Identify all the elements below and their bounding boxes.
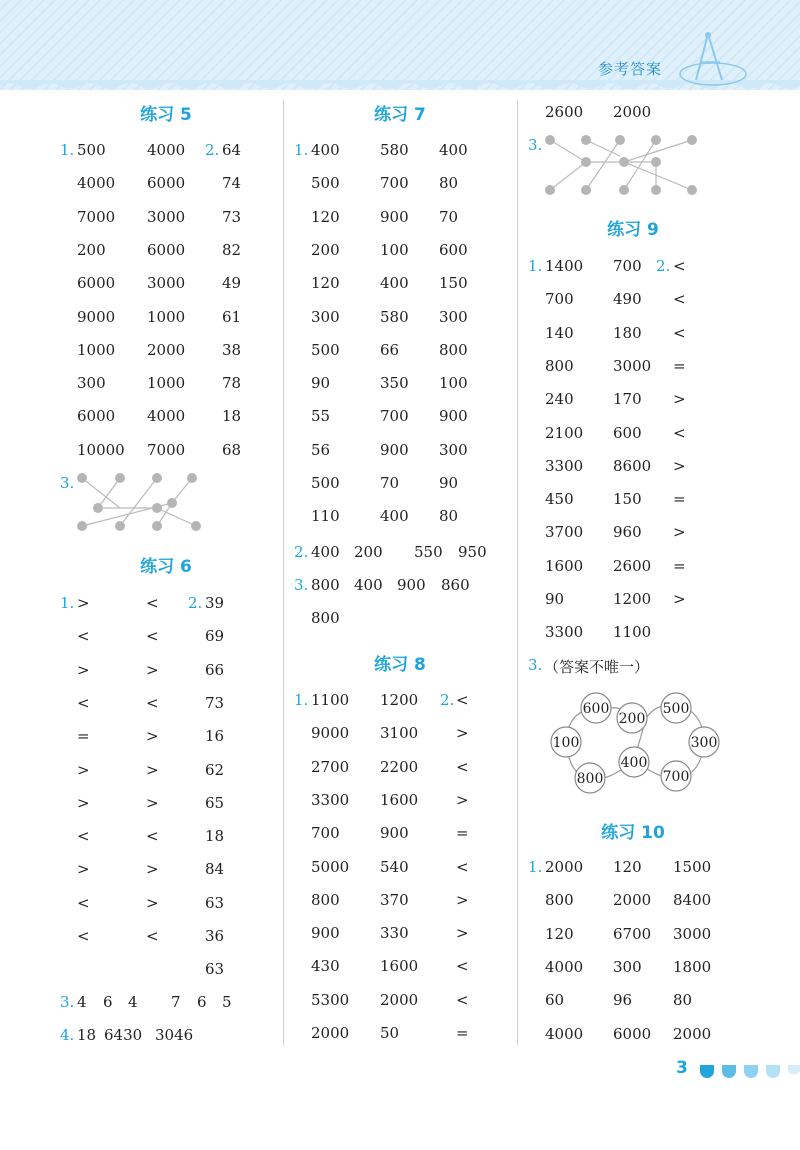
number-circle-label: 700 — [662, 769, 690, 785]
answer-cell: 900 — [380, 824, 409, 843]
answer-note: （答案不唯一） — [544, 658, 650, 676]
answer-cell: 65 — [205, 793, 225, 812]
answer-cell: 500 — [311, 474, 340, 492]
answer-cell: > — [456, 790, 469, 809]
answer-cell: > — [146, 893, 159, 912]
answer-cell: 400 — [439, 141, 468, 159]
answer-cell: 500 — [77, 141, 106, 159]
answer-cell: < — [146, 693, 159, 712]
answer-cell: 400 — [380, 507, 409, 526]
number-circle-label: 500 — [662, 701, 690, 717]
answer-cell: = — [673, 556, 686, 575]
answer-cell: 3046 — [155, 1026, 194, 1044]
answer-cell: > — [456, 724, 469, 743]
answer-cell: 90 — [545, 590, 565, 608]
answer-cell: 490 — [613, 290, 642, 309]
answer-cell: 2600 — [613, 556, 652, 575]
answer-cell: 16 — [205, 727, 225, 746]
page-decoration-dots — [700, 1065, 800, 1079]
answer-cell: 700 — [380, 407, 409, 426]
answer-cell: 6430 — [104, 1026, 143, 1044]
answer-cell: < — [146, 827, 159, 846]
answer-cell: 150 — [613, 490, 642, 509]
answer-cell: 2200 — [380, 757, 419, 776]
answer-cell: 300 — [77, 374, 106, 393]
exercise-5-title: 练习 5 — [140, 105, 192, 125]
question-number: 4. — [60, 1026, 75, 1044]
answer-cell: 66 — [380, 340, 400, 359]
column-divider — [517, 100, 518, 1045]
exercise-6-title: 练习 6 — [140, 557, 192, 577]
answer-cell: 56 — [311, 440, 331, 459]
exercise-8-title: 练习 8 — [374, 655, 426, 675]
number-circle-label: 300 — [690, 735, 718, 751]
answer-cell: 200 — [354, 543, 383, 561]
answer-cell: 1200 — [613, 590, 652, 608]
answer-cell: 55 — [311, 407, 331, 426]
answer-cell: < — [673, 423, 686, 442]
answer-cell: 7000 — [147, 440, 186, 459]
answer-cell: 7000 — [77, 207, 116, 226]
question-number: 2. — [205, 141, 220, 159]
answer-cell: > — [456, 890, 469, 909]
answer-cell: = — [673, 356, 686, 375]
answer-cell: 70 — [439, 207, 459, 226]
answer-cell: 96 — [613, 991, 633, 1010]
answer-cell: 80 — [439, 507, 459, 526]
question-number: 3. — [60, 474, 75, 492]
answer-cell: 120 — [311, 274, 340, 293]
answer-cell: 2000 — [311, 1024, 350, 1042]
answer-cell: > — [77, 793, 90, 812]
answer-cell: < — [77, 927, 90, 945]
answer-cell: < — [673, 290, 686, 309]
answer-cell: 3700 — [545, 523, 584, 542]
question-number: 2. — [188, 594, 203, 612]
question-number: 3. — [528, 136, 543, 154]
answer-cell: 450 — [545, 490, 574, 509]
answer-cell: 36 — [205, 927, 225, 945]
answer-cell: 4 — [128, 993, 138, 1011]
question-number: 1. — [294, 141, 309, 159]
answer-cell: 2000 — [147, 340, 186, 359]
answer-cell: 78 — [222, 374, 242, 393]
answer-cell: 3300 — [545, 456, 584, 475]
answer-cell: 60 — [545, 991, 565, 1010]
answer-cell: > — [673, 523, 686, 542]
answer-cell: 800 — [545, 891, 574, 910]
answer-cell: 1200 — [380, 691, 419, 709]
answer-cell: 61 — [222, 307, 242, 326]
answer-cell: 1600 — [380, 957, 419, 976]
answer-cell: 69 — [205, 627, 225, 646]
number-circle-label: 400 — [620, 755, 648, 771]
answer-cell: 3000 — [147, 207, 186, 226]
answer-cell: 580 — [380, 141, 409, 159]
answer-cell: 580 — [380, 307, 409, 326]
answer-cell: 6000 — [147, 240, 186, 259]
number-circle-label: 100 — [552, 735, 580, 751]
answer-cell: 2700 — [311, 757, 350, 776]
answer-cell: 700 — [545, 290, 574, 309]
answer-cell: 63 — [205, 960, 225, 979]
answer-cell: > — [673, 456, 686, 475]
answer-cell: 62 — [205, 760, 225, 779]
answer-cell: 100 — [380, 240, 409, 259]
answer-cell: 3000 — [147, 274, 186, 293]
answer-cell: 7 — [171, 993, 181, 1011]
answer-cell: 1500 — [673, 858, 712, 876]
answer-cell: 540 — [380, 857, 409, 876]
answer-cell: 9000 — [77, 307, 116, 326]
answer-cell: 64 — [222, 141, 242, 159]
answer-cell: 1600 — [545, 556, 584, 575]
answer-cell: 2000 — [380, 990, 419, 1009]
answer-cell: 500 — [311, 174, 340, 193]
answer-cell: 600 — [439, 240, 468, 259]
answer-cell: 800 — [311, 609, 340, 627]
answer-cell: 84 — [205, 860, 225, 879]
answer-cell: 300 — [311, 307, 340, 326]
answer-cell: 110 — [311, 507, 340, 526]
answer-cell: 330 — [380, 924, 409, 943]
number-circle-label: 200 — [618, 711, 646, 727]
answer-cell: 6 — [197, 993, 207, 1011]
answer-cell: 5 — [222, 993, 232, 1011]
answer-cell: 6000 — [77, 274, 116, 293]
answer-cell: 860 — [441, 576, 470, 594]
answer-cell: > — [456, 924, 469, 943]
answer-cell: > — [77, 594, 90, 612]
answer-cell: < — [673, 323, 686, 342]
answer-cell: 38 — [222, 340, 242, 359]
answer-cell: 900 — [311, 924, 340, 943]
answer-cell: 300 — [439, 307, 468, 326]
answer-cell: 10000 — [77, 440, 125, 459]
answer-cell: 1000 — [147, 307, 186, 326]
answer-cell: < — [146, 927, 159, 945]
page-number: 3 — [676, 1058, 688, 1078]
answer-cell: 200 — [77, 240, 106, 259]
answer-cell: 100 — [439, 374, 468, 393]
answer-cell: 370 — [380, 890, 409, 909]
question-number: 2. — [656, 257, 671, 275]
answer-cell: 350 — [380, 374, 409, 393]
answer-cell: 80 — [439, 174, 459, 193]
question-number: 3. — [60, 993, 75, 1011]
answer-cell: 120 — [545, 924, 574, 943]
matching-diagram — [72, 468, 212, 536]
answer-cell: 82 — [222, 240, 242, 259]
answer-cell: 900 — [439, 407, 468, 426]
column-divider — [283, 100, 284, 1045]
answer-cell: 400 — [354, 576, 383, 594]
answer-cell: < — [673, 257, 686, 275]
question-number: 3. — [294, 576, 309, 594]
answer-cell: 1100 — [311, 691, 350, 709]
answer-cell: 8400 — [673, 891, 712, 910]
answer-cell: 39 — [205, 594, 225, 612]
answer-cell: 700 — [613, 257, 642, 275]
answer-cell: 5000 — [311, 857, 350, 876]
answer-cell: 3000 — [613, 356, 652, 375]
answer-cell: 6000 — [613, 1024, 652, 1043]
answer-cell: 50 — [380, 1024, 400, 1042]
answer-cell: < — [456, 957, 469, 976]
answer-cell: 6700 — [613, 924, 652, 943]
answer-cell: 900 — [380, 207, 409, 226]
answer-cell: = — [77, 727, 90, 746]
answer-cell: 4000 — [545, 957, 584, 976]
answer-cell: 960 — [613, 523, 642, 542]
answer-cell: < — [456, 857, 469, 876]
answer-cell: < — [146, 594, 159, 612]
answer-cell: 240 — [545, 390, 574, 409]
answer-cell: 3100 — [380, 724, 419, 743]
answer-cell: 2000 — [613, 103, 652, 121]
answer-cell: 200 — [311, 240, 340, 259]
answer-cell: > — [146, 727, 159, 746]
answer-cell: > — [146, 860, 159, 879]
answer-cell: 70 — [380, 474, 400, 492]
answer-cell: 300 — [439, 440, 468, 459]
answer-cell: 950 — [458, 543, 487, 561]
answer-cell: 180 — [613, 323, 642, 342]
answer-cell: 1600 — [380, 790, 419, 809]
number-circle-label: 600 — [582, 701, 610, 717]
exercise-9-title: 练习 9 — [607, 220, 659, 240]
answer-cell: 90 — [311, 374, 331, 393]
answer-cell: 18 — [222, 407, 242, 426]
answer-cell: 18 — [77, 1026, 97, 1044]
circle-number-diagram — [548, 690, 728, 800]
answer-cell: 170 — [613, 390, 642, 409]
answer-cell: 4000 — [77, 174, 116, 193]
answer-cell: 63 — [205, 893, 225, 912]
compass-ruler-icon — [678, 30, 748, 88]
answer-cell: = — [456, 824, 469, 843]
answer-cell: < — [456, 691, 469, 709]
question-number: 1. — [294, 691, 309, 709]
answer-cell: 140 — [545, 323, 574, 342]
answer-cell: > — [77, 660, 90, 679]
answer-cell: 73 — [222, 207, 242, 226]
question-number: 2. — [440, 691, 455, 709]
answer-key-title: 参考答案 — [598, 60, 663, 78]
answer-cell: 68 — [222, 440, 242, 459]
number-circle-label: 800 — [576, 771, 604, 787]
answer-cell: 8600 — [613, 456, 652, 475]
answer-cell: 800 — [439, 340, 468, 359]
answer-cell: 3300 — [545, 623, 584, 642]
answer-cell: < — [77, 693, 90, 712]
answer-cell: 6 — [103, 993, 113, 1011]
answer-cell: > — [146, 660, 159, 679]
answer-cell: 2000 — [613, 891, 652, 910]
answer-cell: 400 — [380, 274, 409, 293]
answer-cell: 9000 — [311, 724, 350, 743]
answer-cell: 120 — [613, 858, 642, 876]
exercise-10-title: 练习 10 — [601, 823, 665, 843]
answer-cell: 800 — [311, 576, 340, 594]
answer-cell: < — [456, 757, 469, 776]
answer-cell: 80 — [673, 991, 693, 1010]
answer-cell: 1800 — [673, 957, 712, 976]
answer-cell: > — [77, 860, 90, 879]
answer-cell: > — [77, 760, 90, 779]
answer-cell: < — [456, 990, 469, 1009]
answer-cell: < — [146, 627, 159, 646]
answer-cell: > — [673, 590, 686, 608]
answer-cell: 1000 — [147, 374, 186, 393]
question-number: 1. — [528, 257, 543, 275]
answer-cell: 4 — [77, 993, 87, 1011]
answer-cell: 6000 — [77, 407, 116, 426]
answer-cell: 4000 — [147, 141, 186, 159]
answer-cell: 66 — [205, 660, 225, 679]
answer-cell: 400 — [311, 141, 340, 159]
answer-cell: 500 — [311, 340, 340, 359]
answer-cell: 300 — [613, 957, 642, 976]
answer-cell: 600 — [613, 423, 642, 442]
answer-cell: 74 — [222, 174, 242, 193]
answer-cell: > — [673, 390, 686, 409]
answer-cell: 2000 — [673, 1024, 712, 1043]
answer-cell: 700 — [380, 174, 409, 193]
answer-cell: 3000 — [673, 924, 712, 943]
answer-cell: < — [77, 627, 90, 646]
answer-cell: 4000 — [147, 407, 186, 426]
answer-cell: = — [456, 1024, 469, 1042]
answer-cell: 900 — [397, 576, 426, 594]
answer-cell: 120 — [311, 207, 340, 226]
answer-cell: 550 — [414, 543, 443, 561]
question-number: 1. — [60, 141, 75, 159]
answer-cell: 5300 — [311, 990, 350, 1009]
answer-cell: > — [146, 793, 159, 812]
answer-cell: 2100 — [545, 423, 584, 442]
answer-cell: 430 — [311, 957, 340, 976]
answer-cell: 6000 — [147, 174, 186, 193]
answer-cell: 90 — [439, 474, 459, 492]
matching-diagram — [540, 132, 710, 198]
question-number: 3. — [528, 656, 543, 674]
answer-cell: 400 — [311, 543, 340, 561]
answer-cell: 800 — [311, 890, 340, 909]
answer-cell: 4000 — [545, 1024, 584, 1043]
answer-cell: 2600 — [545, 103, 584, 121]
answer-cell: < — [77, 893, 90, 912]
answer-cell: < — [77, 827, 90, 846]
answer-cell: 1000 — [77, 340, 116, 359]
answer-cell: 900 — [380, 440, 409, 459]
answer-cell: 150 — [439, 274, 468, 293]
question-number: 1. — [60, 594, 75, 612]
answer-cell: 2000 — [545, 858, 584, 876]
answer-cell: 800 — [545, 356, 574, 375]
answer-cell: 73 — [205, 693, 225, 712]
answer-cell: 700 — [311, 824, 340, 843]
answer-cell: 3300 — [311, 790, 350, 809]
answer-cell: 49 — [222, 274, 242, 293]
answer-cell: 1100 — [613, 623, 652, 642]
exercise-7-title: 练习 7 — [374, 105, 426, 125]
question-number: 1. — [528, 858, 543, 876]
answer-cell: = — [673, 490, 686, 509]
answer-cell: 1400 — [545, 257, 584, 275]
question-number: 2. — [294, 543, 309, 561]
answer-cell: > — [146, 760, 159, 779]
answer-cell: 18 — [205, 827, 225, 846]
